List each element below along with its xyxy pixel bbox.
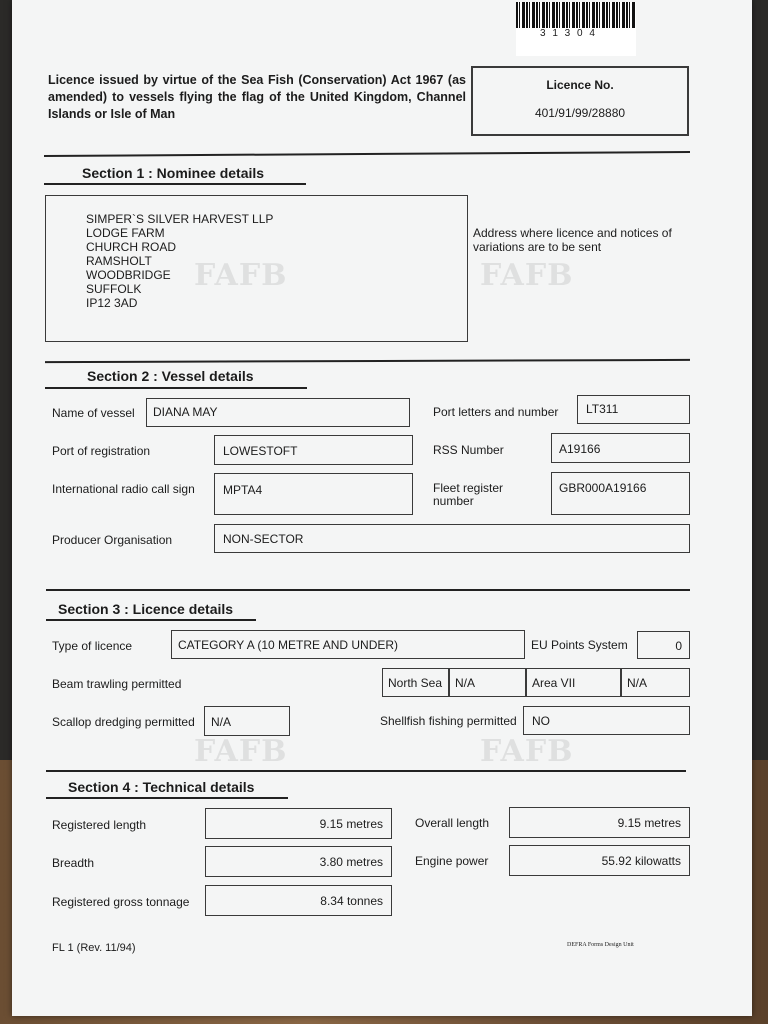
overall-length-label: Overall length	[415, 816, 490, 830]
barcode-number: 3 1 3 0 4	[540, 28, 597, 39]
licence-intro: Licence issued by virtue of the Sea Fish (Conservation) Act 1967 (as amended) to vessels flying the flag of the United Kingdom, Channel Islands or Isle of Man	[48, 73, 466, 121]
licence-type: CATEGORY A (10 METRE AND UNDER)	[178, 638, 399, 652]
form-code: FL 1 (Rev. 11/94)	[52, 942, 136, 954]
address-line: WOODBRIDGE	[86, 268, 171, 282]
registered-length-label: Registered length	[52, 818, 147, 832]
breadth: 3.80 metres	[319, 855, 383, 869]
north-sea-cell	[448, 668, 527, 697]
area-cell	[620, 668, 690, 697]
section3-rule	[46, 589, 690, 591]
call-sign: MPTA4	[223, 483, 263, 497]
licence-type-label: Type of licence	[52, 639, 133, 653]
section1-underline	[44, 183, 306, 185]
section4-rule	[46, 770, 686, 772]
port-letters-field	[577, 395, 690, 424]
producer-label: Producer Organisation	[52, 533, 173, 547]
breadth-label: Breadth	[52, 856, 95, 870]
area-label: Area VII	[532, 676, 576, 690]
north-sea-label-cell	[382, 668, 450, 697]
watermark: FAFB	[194, 258, 288, 293]
fleet-number: GBR000A19166	[559, 481, 647, 495]
watermark: FAFB	[480, 734, 574, 769]
port-letters-label: Port letters and number	[433, 405, 559, 419]
section3-title: Section 3 : Licence details	[58, 601, 234, 617]
section2-underline	[45, 387, 307, 389]
address-line: LODGE FARM	[86, 226, 165, 240]
port-registration-field	[214, 435, 413, 465]
licence-number-label: Licence No.	[546, 78, 614, 92]
producer-field	[214, 524, 690, 553]
gross-tonnage: 8.34 tonnes	[320, 894, 383, 908]
area-value: N/A	[627, 676, 648, 690]
engine-power: 55.92 kilowatts	[601, 854, 681, 868]
call-sign-label: International radio call sign	[52, 482, 195, 496]
rss-number: A19166	[559, 442, 601, 456]
port-letters: LT311	[586, 402, 619, 416]
scallop-value: N/A	[211, 715, 232, 729]
shellfish-label: Shellfish fishing permitted	[380, 714, 517, 728]
north-sea-label: North Sea	[388, 676, 443, 690]
licence-type-field	[171, 630, 525, 659]
shellfish-value: NO	[532, 714, 550, 728]
beam-trawling-label: Beam trawling permitted	[52, 677, 182, 691]
section2-title: Section 2 : Vessel details	[87, 368, 254, 384]
engine-power-field	[509, 845, 690, 876]
registered-length-field	[205, 808, 392, 839]
address-line: SUFFOLK	[86, 282, 142, 296]
producer: NON-SECTOR	[223, 532, 304, 546]
section4-title: Section 4 : Technical details	[68, 779, 255, 795]
port-registration-label: Port of registration	[52, 444, 151, 458]
eu-points-field	[637, 631, 690, 659]
eu-points-label: EU Points System	[531, 638, 628, 652]
fleet-label-2: number	[433, 494, 474, 508]
address-note: Address where licence and notices of variations are to be sent	[473, 226, 672, 254]
address-line: SIMPER`S SILVER HARVEST LLP	[86, 212, 274, 226]
section3-underline	[46, 619, 256, 621]
scallop-label: Scallop dredging permitted	[52, 715, 195, 729]
overall-length: 9.15 metres	[617, 816, 681, 830]
vessel-name-label: Name of vessel	[52, 406, 135, 420]
vessel-name: DIANA MAY	[153, 405, 218, 419]
section4-underline	[46, 797, 288, 799]
port-registration: LOWESTOFT	[223, 444, 298, 458]
section1-title: Section 1 : Nominee details	[82, 165, 265, 181]
shellfish-field	[523, 706, 690, 735]
rss-field	[551, 433, 690, 463]
watermark: FAFB	[480, 258, 574, 293]
licence-document	[12, 0, 752, 1016]
address-line: CHURCH ROAD	[86, 240, 176, 254]
section1-rule	[44, 151, 690, 157]
eu-points: 0	[675, 639, 682, 653]
licence-number-box	[471, 66, 689, 136]
barcode-label	[516, 28, 636, 56]
vessel-name-field	[146, 398, 410, 427]
address-line: RAMSHOLT	[86, 254, 152, 268]
fleet-label: Fleet register	[433, 481, 504, 495]
gross-tonnage-field	[205, 885, 392, 916]
call-sign-field	[214, 473, 413, 515]
gross-tonnage-label: Registered gross tonnage	[52, 895, 190, 909]
address-line: IP12 3AD	[86, 296, 138, 310]
section2-rule	[45, 359, 690, 363]
watermark: FAFB	[194, 734, 288, 769]
engine-power-label: Engine power	[415, 854, 489, 868]
scallop-field	[204, 706, 290, 736]
form-designer: DEFRA Forms Design Unit	[567, 942, 634, 948]
barcode	[516, 2, 636, 28]
north-sea-value: N/A	[455, 676, 476, 690]
licence-number: 401/91/99/28880	[534, 106, 626, 120]
overall-length-field	[509, 807, 690, 838]
rss-label: RSS Number	[433, 443, 504, 457]
fleet-field	[551, 472, 690, 515]
registered-length: 9.15 metres	[319, 817, 383, 831]
area-label-cell	[525, 668, 622, 697]
breadth-field	[205, 846, 392, 877]
